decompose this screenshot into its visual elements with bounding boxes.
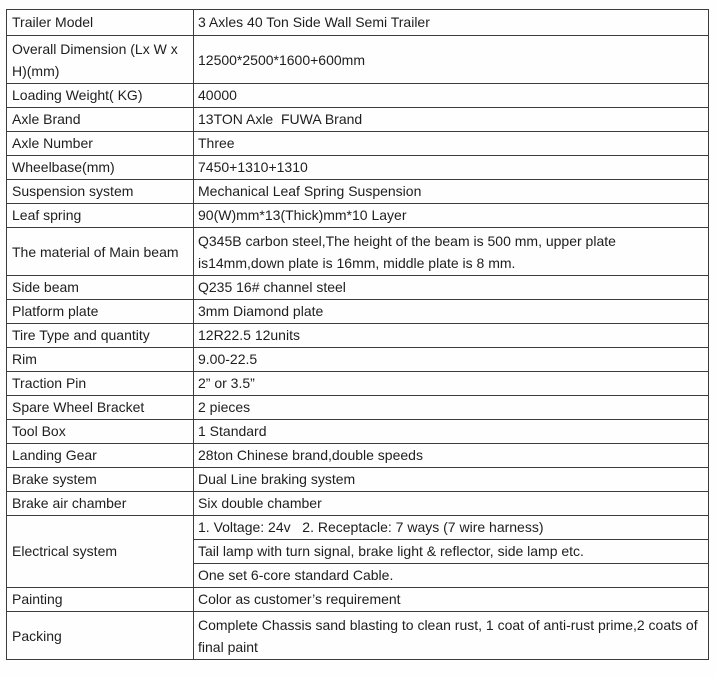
spec-value: 1 Standard xyxy=(194,420,709,444)
table-row xyxy=(7,84,709,108)
trailer-spec-table xyxy=(6,9,709,660)
spec-value: 13TON Axle FUWA Brand xyxy=(194,108,709,132)
spec-value: Mechanical Leaf Spring Suspension xyxy=(194,180,709,204)
table-row xyxy=(7,516,709,540)
spec-label: Traction Pin xyxy=(7,372,194,396)
table-row xyxy=(7,444,709,468)
table-row xyxy=(7,228,709,276)
spec-value: 40000 xyxy=(194,84,709,108)
spec-label: Brake system xyxy=(7,468,194,492)
table-row xyxy=(7,204,709,228)
table-row xyxy=(7,156,709,180)
spec-value: 7450+1310+1310 xyxy=(194,156,709,180)
table-row xyxy=(7,396,709,420)
spec-value: Color as customer’s requirement xyxy=(194,588,709,612)
table-row xyxy=(7,300,709,324)
spec-label: Loading Weight( KG) xyxy=(7,84,194,108)
table-row xyxy=(7,420,709,444)
spec-label: Painting xyxy=(7,588,194,612)
table-row xyxy=(7,108,709,132)
spec-value: 2 pieces xyxy=(194,396,709,420)
spec-label: Tool Box xyxy=(7,420,194,444)
spec-label: Wheelbase(mm) xyxy=(7,156,194,180)
table-row xyxy=(7,348,709,372)
spec-value: 12R22.5 12units xyxy=(194,324,709,348)
table-row xyxy=(7,10,709,36)
table-row xyxy=(7,468,709,492)
spec-value: Three xyxy=(194,132,709,156)
spec-value: 90(W)mm*13(Thick)mm*10 Layer xyxy=(194,204,709,228)
table-row xyxy=(7,612,709,660)
spec-label: Leaf spring xyxy=(7,204,194,228)
spec-label: Rim xyxy=(7,348,194,372)
spec-label: Overall Dimension (Lx W x H)(mm) xyxy=(7,36,194,84)
table-row xyxy=(7,324,709,348)
spec-value: Dual Line braking system xyxy=(194,468,709,492)
spec-label: Axle Brand xyxy=(7,108,194,132)
spec-value: 3mm Diamond plate xyxy=(194,300,709,324)
spec-label: Electrical system xyxy=(7,516,194,588)
table-row xyxy=(7,492,709,516)
spec-value: Tail lamp with turn signal, brake light & reflector, side lamp etc. xyxy=(194,540,709,564)
spec-value: Q345B carbon steel,The height of the beam is 500 mm, upper plate is14mm,down plate is 16mm, middle plate is 8 mm. xyxy=(194,228,709,276)
spec-label: Tire Type and quantity xyxy=(7,324,194,348)
table-row xyxy=(7,36,709,84)
spec-value: Complete Chassis sand blasting to clean rust, 1 coat of anti-rust prime,2 coats of final paint xyxy=(194,612,709,660)
spec-label: Brake air chamber xyxy=(7,492,194,516)
spec-label: Packing xyxy=(7,612,194,660)
spec-label: Axle Number xyxy=(7,132,194,156)
spec-value: Six double chamber xyxy=(194,492,709,516)
spec-label: The material of Main beam xyxy=(7,228,194,276)
table-row xyxy=(7,372,709,396)
spec-label: Spare Wheel Bracket xyxy=(7,396,194,420)
table-row xyxy=(7,132,709,156)
spec-label: Side beam xyxy=(7,276,194,300)
spec-value: Q235 16# channel steel xyxy=(194,276,709,300)
spec-label: Trailer Model xyxy=(7,10,194,36)
spec-label: Suspension system xyxy=(7,180,194,204)
spec-value: 12500*2500*1600+600mm xyxy=(194,36,709,84)
spec-value: 9.00-22.5 xyxy=(194,348,709,372)
table-row xyxy=(7,180,709,204)
spec-label: Landing Gear xyxy=(7,444,194,468)
spec-value: 28ton Chinese brand,double speeds xyxy=(194,444,709,468)
spec-value: 3 Axles 40 Ton Side Wall Semi Trailer xyxy=(194,10,709,36)
table-row xyxy=(7,588,709,612)
spec-value: 1. Voltage: 24v 2. Receptacle: 7 ways (7 wire harness) xyxy=(194,516,709,540)
table-row xyxy=(7,276,709,300)
spec-value: 2” or 3.5” xyxy=(194,372,709,396)
spec-label: Platform plate xyxy=(7,300,194,324)
spec-value: One set 6-core standard Cable. xyxy=(194,564,709,588)
